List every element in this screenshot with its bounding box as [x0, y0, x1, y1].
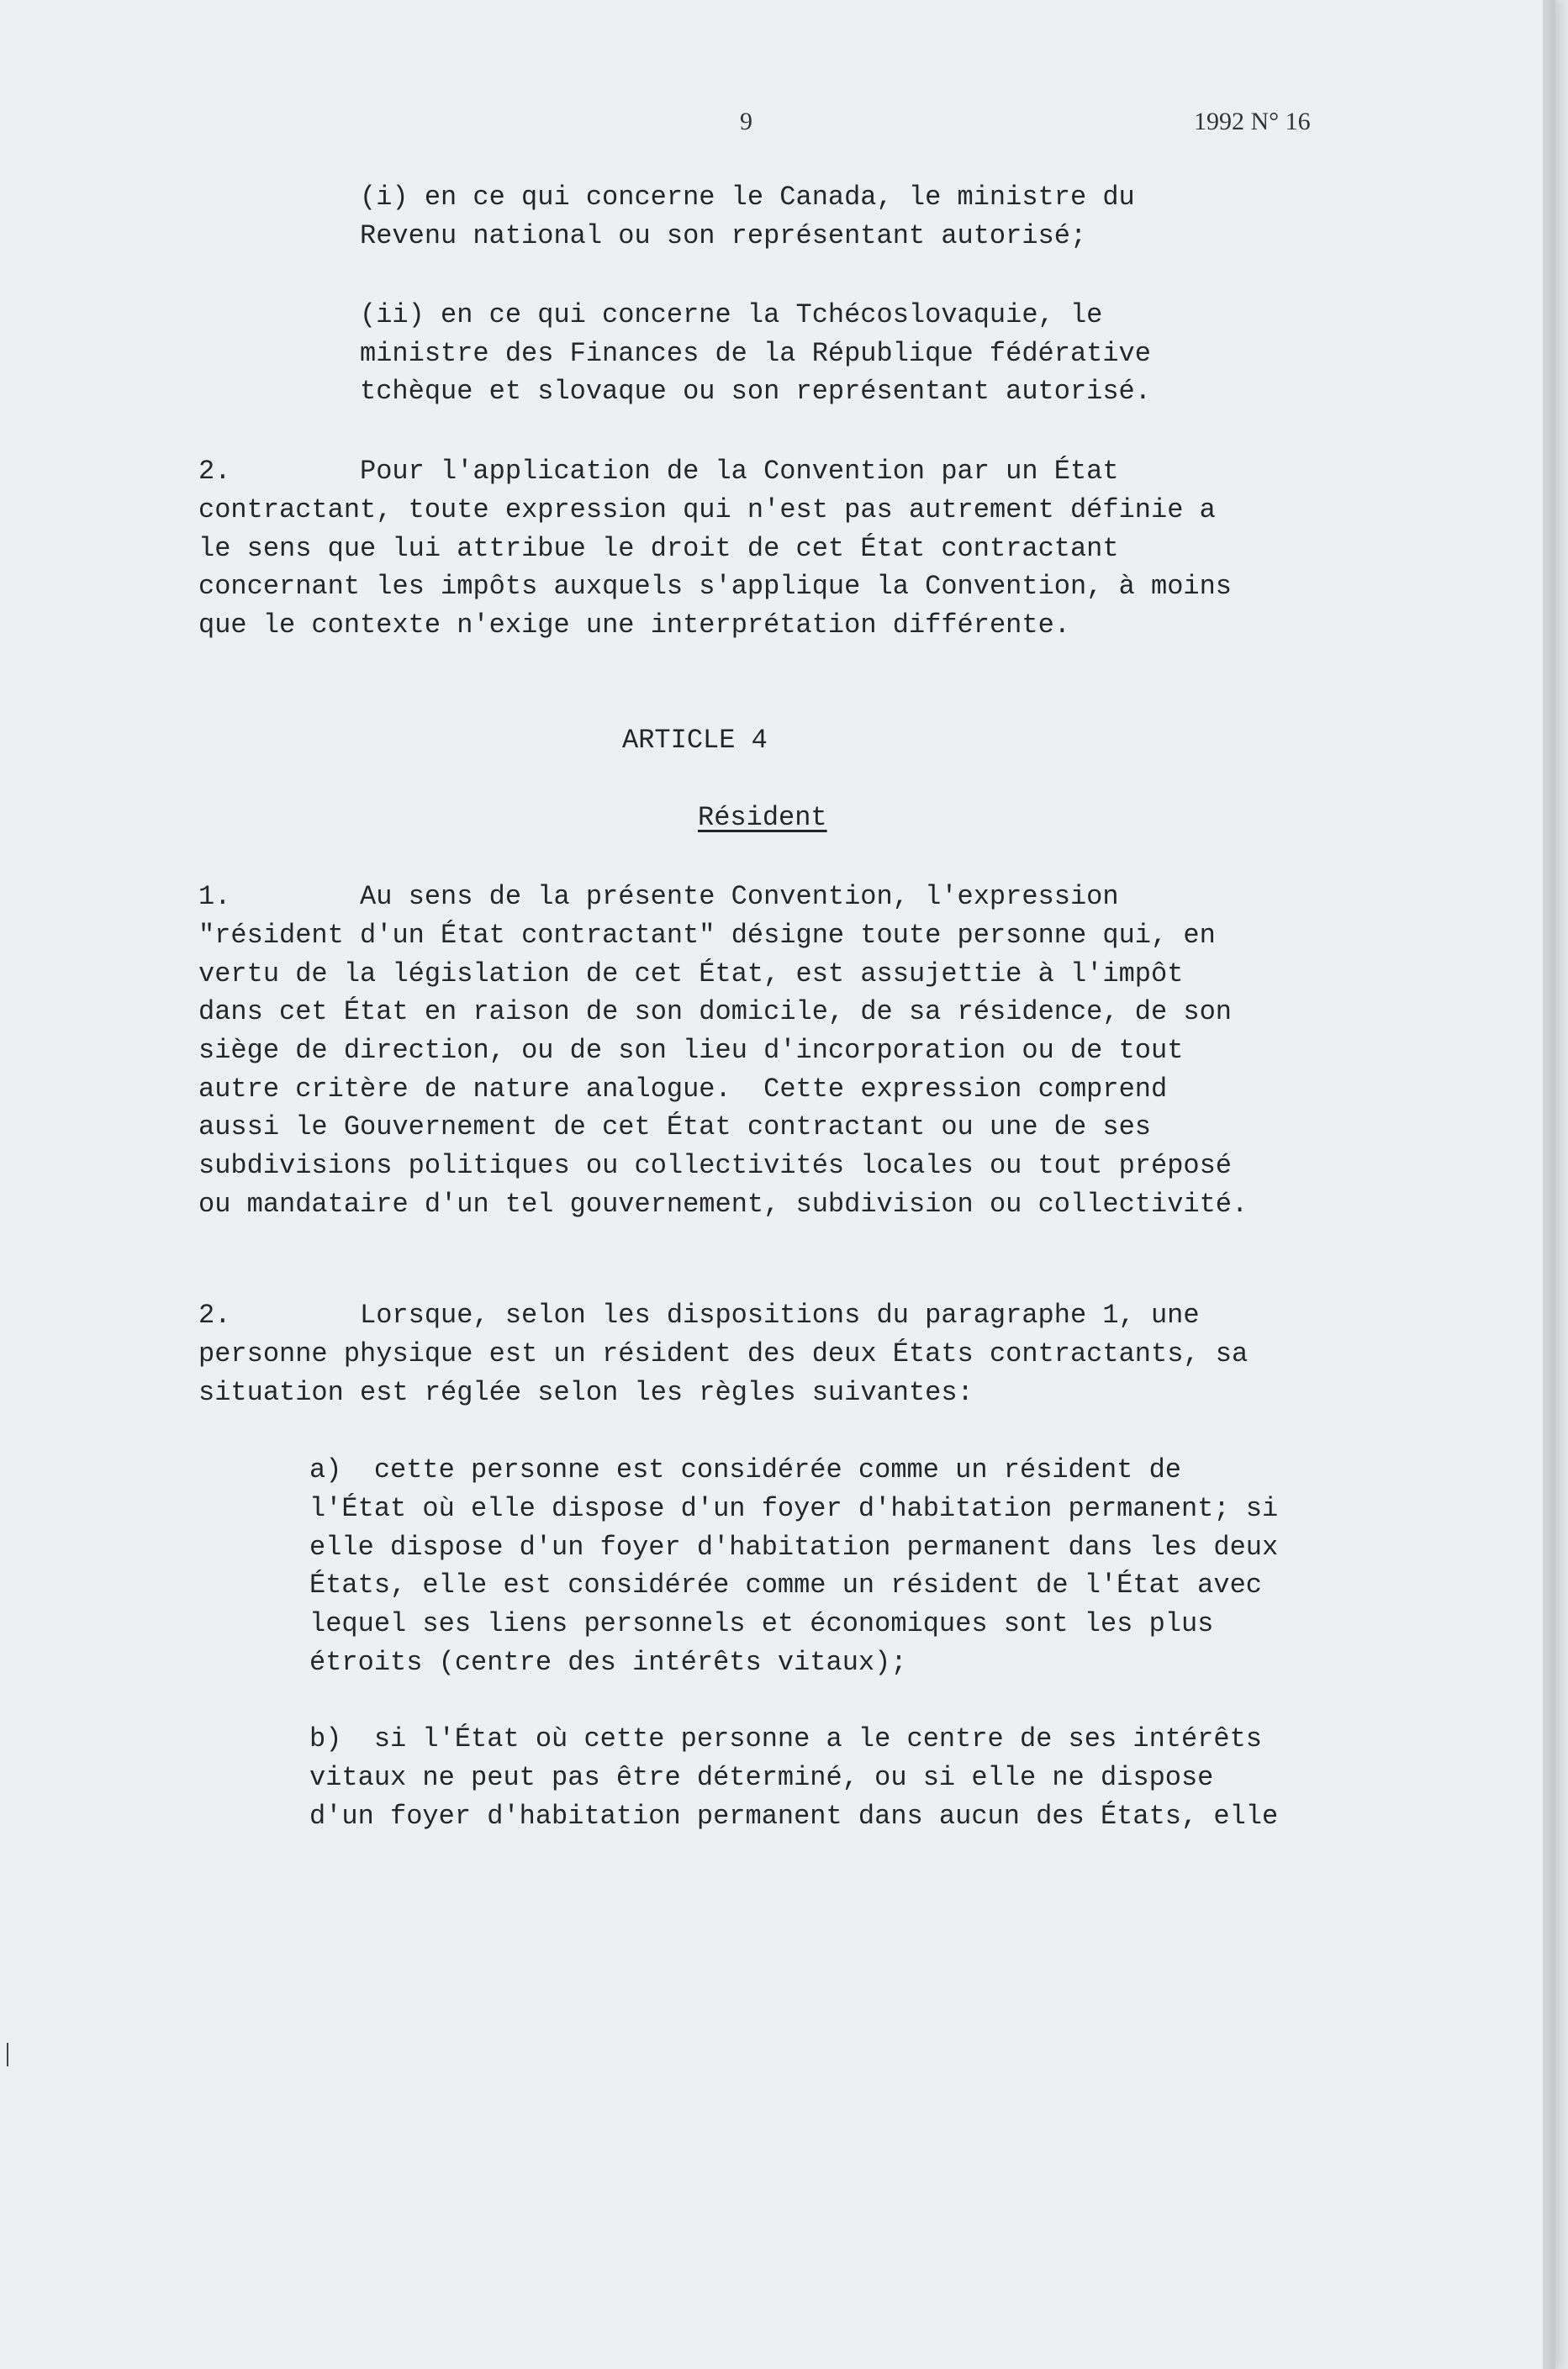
- text-line: ministre des Finances de la République fédérative: [360, 338, 1151, 369]
- scan-speck: [7, 2043, 8, 2066]
- paragraph-number: 2.: [198, 456, 231, 487]
- text-line: Lorsque, selon les dispositions du paragraphe 1, une: [360, 1300, 1200, 1331]
- item-marker: (ii): [360, 299, 425, 330]
- paragraph-number: 1.: [198, 881, 231, 912]
- text-line: vertu de la législation de cet État, est assujettie à l'impôt: [198, 958, 1184, 989]
- text-line: situation est réglée selon les règles suivantes:: [198, 1377, 974, 1408]
- text-line: personne physique est un résident des deux États contractants, sa: [198, 1338, 1249, 1369]
- text-line: subdivisions politiques ou collectivités locales ou tout préposé: [198, 1150, 1232, 1181]
- text-line: que le contexte n'exige une interprétation différente.: [198, 609, 1070, 641]
- text-line: étroits (centre des intérêts vitaux);: [309, 1647, 907, 1678]
- page-edge: [1543, 0, 1555, 2369]
- text-line: tchèque et slovaque ou son représentant autorisé.: [360, 376, 1151, 407]
- text-line: elle dispose d'un foyer d'habitation permanent dans les deux: [309, 1532, 1279, 1563]
- text-line: aussi le Gouvernement de cet État contractant ou une de ses: [198, 1111, 1151, 1142]
- article-heading: ARTICLE 4: [622, 725, 768, 756]
- text-line: cette personne est considérée comme un résident de: [373, 1454, 1181, 1485]
- text-line: vitaux ne peut pas être déterminé, ou si elle ne dispose: [309, 1762, 1214, 1793]
- definition-item-i: [360, 178, 1135, 216]
- text-line: dans cet État en raison de son domicile, de sa résidence, de son: [198, 996, 1232, 1027]
- text-line: États, elle est considérée comme un résident de l'État avec: [309, 1570, 1262, 1601]
- item-marker: (i): [360, 182, 409, 213]
- text-line: "résident d'un État contractant" désigne toute personne qui, en: [198, 920, 1216, 951]
- definition-item-ii: [360, 296, 1102, 334]
- text-line: concernant les impôts auxquels s'applique la Convention, à moins: [198, 571, 1232, 602]
- text-line: l'État où elle dispose d'un foyer d'habitation permanent; si: [309, 1493, 1279, 1524]
- text-line: contractant, toute expression qui n'est pas autrement définie a: [198, 494, 1216, 525]
- text-line: Revenu national ou son représentant autorisé;: [360, 220, 1087, 251]
- page-number: 9: [740, 108, 752, 135]
- text-line: le sens que lui attribue le droit de cet État contractant: [198, 533, 1119, 564]
- text-line: Pour l'application de la Convention par un État: [360, 456, 1119, 487]
- text-line: d'un foyer d'habitation permanent dans aucun des États, elle: [309, 1801, 1279, 1832]
- document-reference: 1992 N° 16: [1194, 108, 1311, 135]
- text-line: en ce qui concerne la Tchécoslovaquie, le: [441, 299, 1103, 330]
- subparagraph-a: [309, 1451, 1181, 1489]
- text-line: ou mandataire d'un tel gouvernement, subdivision ou collectivité.: [198, 1189, 1249, 1220]
- text-line: lequel ses liens personnels et économiques sont les plus: [309, 1608, 1214, 1639]
- text-line: en ce qui concerne le Canada, le ministre du: [424, 182, 1135, 213]
- text-line: siège de direction, ou de son lieu d'incorporation ou de tout: [198, 1035, 1184, 1066]
- text-line: si l'État où cette personne a le centre de ses intérêts: [373, 1723, 1262, 1754]
- text-line: autre critère de nature analogue. Cette expression comprend: [198, 1074, 1168, 1105]
- paragraph-number: 2.: [198, 1300, 231, 1331]
- subparagraph-marker: b): [309, 1723, 342, 1754]
- article-title: Résident: [698, 802, 827, 833]
- subparagraph-marker: a): [309, 1454, 342, 1485]
- subparagraph-b: [309, 1720, 1262, 1758]
- text-line: Au sens de la présente Convention, l'expression: [360, 881, 1119, 912]
